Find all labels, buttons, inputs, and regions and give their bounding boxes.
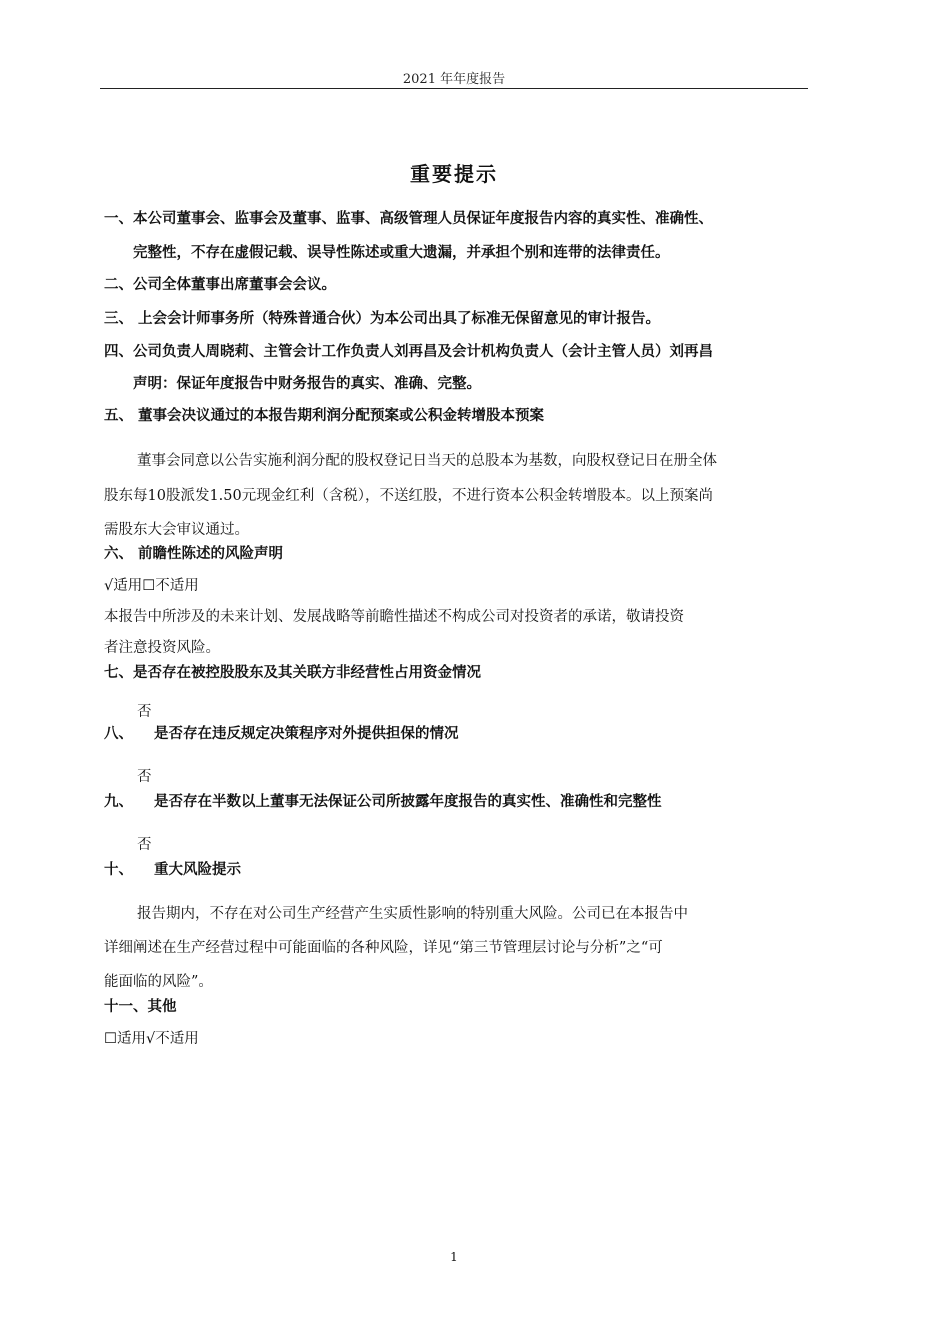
item-10-heading: 重大风险提示	[154, 862, 241, 878]
item-9-heading: 是否存在半数以上董事无法保证公司所披露年度报告的真实性、准确性和完整性	[154, 794, 662, 810]
item-8-heading: 是否存在违反规定决策程序对外提供担保的情况	[154, 726, 459, 742]
item-4-line-2: 声明：保证年度报告中财务报告的真实、准确、完整。	[133, 376, 481, 392]
item-6-heading: 六、 前瞻性陈述的风险声明	[104, 546, 284, 562]
item-4-line-1: 四、公司负责人周晓莉、主管会计工作负责人刘再昌及会计机构负责人（会计主管人员）刘再昌	[104, 344, 713, 360]
item-9-answer: 否	[137, 837, 152, 853]
item-10-number: 十、	[104, 862, 133, 878]
item-8-answer: 否	[137, 769, 152, 785]
item-7-answer: 否	[137, 704, 152, 720]
page-header-title: 2021 年年度报告	[402, 72, 506, 87]
item-6-paragraph-line-1: 本报告中所涉及的未来计划、发展战略等前瞻性描述不构成公司对投资者的承诺，敬请投资	[104, 609, 684, 625]
item-11-applicability: ☐适用√不适用	[104, 1031, 199, 1047]
header-divider	[100, 88, 808, 89]
item-1-line-2: 完整性，不存在虚假记载、误导性陈述或重大遗漏，并承担个别和连带的法律责任。	[133, 245, 670, 261]
item-3: 三、 上会会计师事务所（特殊普通合伙）为本公司出具了标准无保留意见的审计报告。	[104, 311, 661, 327]
item-5-paragraph-line-2: 股东每10股派发1.50元现金红利（含税），不送红股，不进行资本公积金转增股本。以上预案尚	[104, 488, 713, 504]
item-5-heading: 五、 董事会决议通过的本报告期利润分配预案或公积金转增股本预案	[104, 408, 545, 424]
item-11-heading: 十一、其他	[104, 999, 177, 1015]
item-9-number: 九、	[104, 794, 133, 810]
item-1-line-1: 一、本公司董事会、监事会及董事、监事、高级管理人员保证年度报告内容的真实性、准确性、	[104, 211, 713, 227]
item-10-paragraph-line-2: 详细阐述在生产经营过程中可能面临的各种风险，详见“第三节管理层讨论与分析”之“可	[104, 940, 663, 956]
item-5-paragraph-line-3: 需股东大会审议通过。	[104, 522, 249, 538]
item-10-paragraph-line-1: 报告期内，不存在对公司生产经营产生实质性影响的特别重大风险。公司已在本报告中	[137, 906, 688, 922]
item-6-applicability: √适用☐不适用	[104, 578, 199, 594]
item-6-paragraph-line-2: 者注意投资风险。	[104, 640, 220, 656]
page-number: 1	[450, 1250, 458, 1264]
item-8-number: 八、	[104, 726, 133, 742]
item-7-heading: 七、是否存在被控股股东及其关联方非经营性占用资金情况	[104, 665, 481, 681]
item-5-paragraph-line-1: 董事会同意以公告实施利润分配的股权登记日当天的总股本为基数，向股权登记日在册全体	[137, 453, 717, 469]
item-10-paragraph-line-3: 能面临的风险”。	[104, 974, 213, 990]
item-2: 二、公司全体董事出席董事会会议。	[104, 277, 336, 293]
document-title: 重要提示	[410, 162, 498, 186]
